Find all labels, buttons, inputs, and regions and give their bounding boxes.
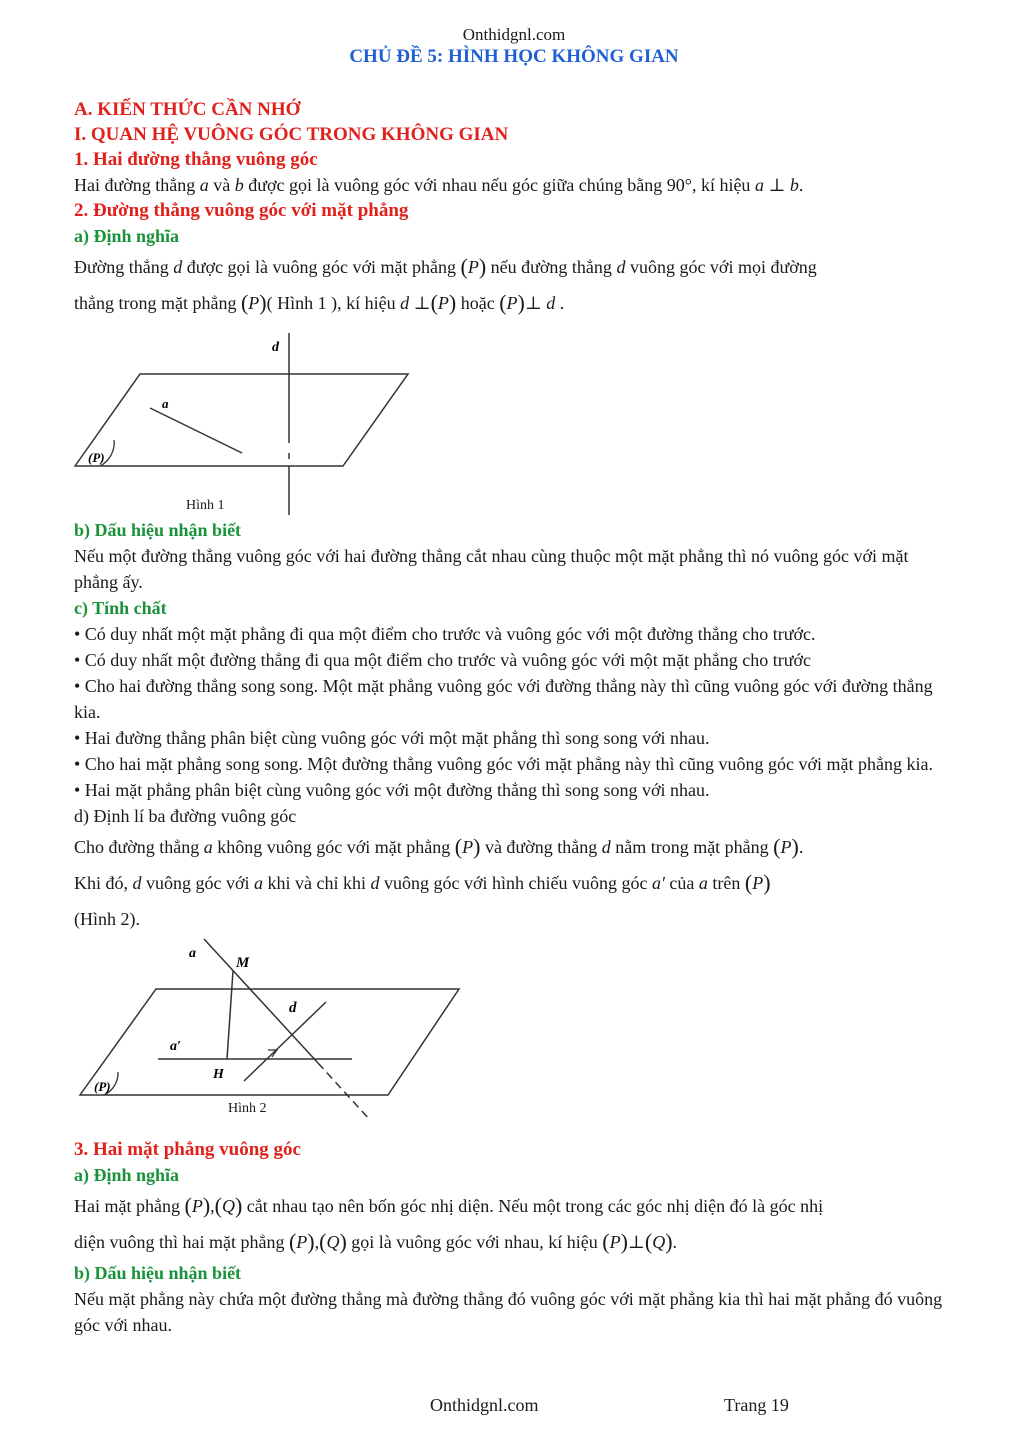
label-h: H <box>213 1067 224 1082</box>
s2-prop-4: • Cho hai mặt phẳng song song. Một đường thẳng vuông góc với mặt phẳng này thì cũng vuông góc với mặt phẳng kia. <box>74 754 934 774</box>
label-p: (P) <box>94 1079 111 1094</box>
s2-prop-1: • Có duy nhất một đường thẳng đi qua một điểm cho trước và vuông góc với một mặt phẳng cho trước <box>74 650 812 670</box>
s1-text: Hai đường thẳng a và b được gọi là vuông góc với nhau nếu góc giữa chúng bằng 90°, kí hiệu a ⊥ b. <box>74 175 804 195</box>
label-a-prime: a′ <box>170 1039 181 1054</box>
fig1-caption-text: Hình 1 <box>186 498 225 513</box>
label-p: (P) <box>88 450 105 465</box>
figure-1 <box>74 321 954 517</box>
s2-sign-title: b) Dấu hiệu nhận biết <box>74 520 242 540</box>
s1-title: 1. Hai đường thẳng vuông góc <box>74 149 318 170</box>
footer-site: Onthidgnl.com <box>430 1395 539 1415</box>
s2-sign-text: Nếu một đường thẳng vuông góc với hai đường thẳng cắt nhau cùng thuộc một mặt phẳng thì nó vuông góc với mặt phẳng ấy. <box>74 546 909 592</box>
figure-2-drawing <box>0 937 880 1137</box>
s3-def-title: a) Định nghĩa <box>74 1165 180 1185</box>
s2-prop-2: • Cho hai đường thẳng song song. Một mặt phẳng vuông góc với đường thẳng này thì cũng vuông góc với đường thẳng kia. <box>74 676 933 722</box>
s2-theorem-title: d) Định lí ba đường vuông góc <box>74 806 297 826</box>
label-m: M <box>236 955 250 971</box>
s2-prop-5: • Hai mặt phẳng phân biệt cùng vuông góc với một đường thẳng thì song song với nhau. <box>74 780 710 800</box>
s3-def-text: Hai mặt phẳng (P),(Q) cắt nhau tạo nên bốn góc nhị diện. Nếu một trong các góc nhị diện đó là góc nhị diện vuông thì hai mặt phẳng (P),(Q) gọi là vuông góc với nhau, kí hiệu (P)⊥(Q). <box>74 1193 824 1254</box>
figure-1-drawing <box>0 321 880 517</box>
s2-def-text: Đường thẳng d được gọi là vuông góc với mặt phẳng (P) nếu đường thẳng d vuông góc với mọi đường thẳng trong mặt phẳng (P)( Hình 1 ), kí hiệu d ⊥(P) hoặc (P)⊥ d . <box>74 254 817 315</box>
label-a: a <box>162 396 169 411</box>
header-topic: CHỦ ĐỀ 5: HÌNH HỌC KHÔNG GIAN <box>349 46 679 67</box>
s2-theorem-text: Cho đường thẳng a không vuông góc với mặt phẳng (P) và đường thẳng d nằm trong mặt phẳng (P). Khi đó, d vuông góc với a khi và chỉ khi d vuông góc với hình chiếu vuông góc a′ của a trên (P) (Hình 2). <box>74 834 804 929</box>
document-page <box>74 24 954 1338</box>
segment-mh <box>227 971 233 1059</box>
figure-2 <box>74 937 954 1137</box>
label-d: d <box>272 340 279 355</box>
fig2-caption: Hình 2 <box>228 1101 267 1116</box>
s3-sign-title: b) Dấu hiệu nhận biết <box>74 1263 242 1283</box>
section-a-title: A. KIẾN THỨC CẦN NHỚ <box>74 99 301 120</box>
plane-p <box>80 989 459 1095</box>
s2-def-title: a) Định nghĩa <box>74 226 180 246</box>
label-d: d <box>289 1000 297 1016</box>
s3-title: 3. Hai mặt phẳng vuông góc <box>74 1139 301 1160</box>
footer-page-number: Trang 19 <box>724 1395 789 1415</box>
line-a-hidden <box>318 1063 370 1120</box>
s2-prop-title: c) Tính chất <box>74 598 167 618</box>
section-i-title: I. QUAN HỆ VUÔNG GÓC TRONG KHÔNG GIAN <box>74 124 509 145</box>
s3-sign-text: Nếu mặt phẳng này chứa một đường thẳng mà đường thẳng đó vuông góc với mặt phẳng kia thì hai mặt phẳng đó vuông góc với nhau. <box>74 1289 943 1335</box>
s2-prop-0: • Có duy nhất một mặt phẳng đi qua một điểm cho trước và vuông góc với một đường thẳng cho trước. <box>74 624 816 644</box>
s2-prop-3: • Hai đường thẳng phân biệt cùng vuông góc với một mặt phẳng thì song song với nhau. <box>74 728 710 748</box>
label-a: a <box>189 946 196 961</box>
line-a <box>204 939 318 1063</box>
s2-title: 2. Đường thẳng vuông góc với mặt phẳng <box>74 200 409 221</box>
line-a <box>150 408 242 453</box>
line-d <box>244 1002 326 1081</box>
header-site: Onthidgnl.com <box>462 25 566 44</box>
